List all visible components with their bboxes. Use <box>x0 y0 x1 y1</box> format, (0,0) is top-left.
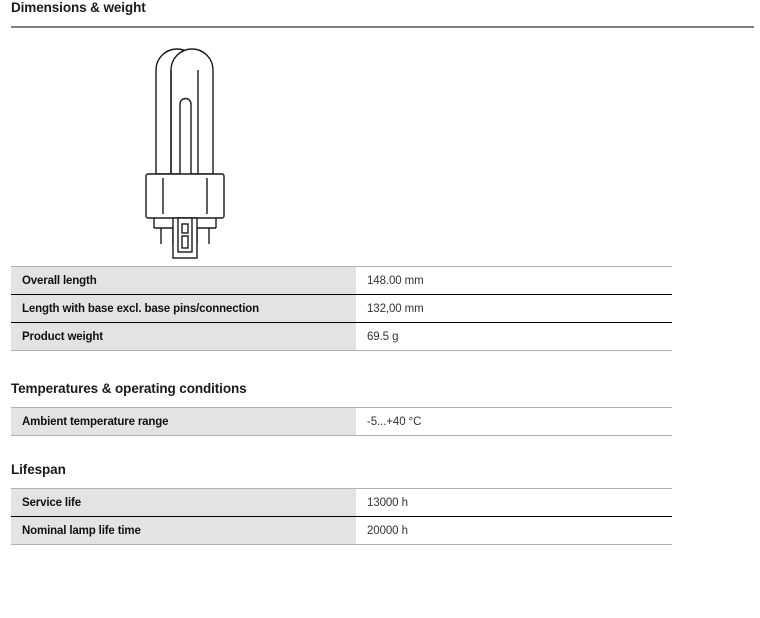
spacer <box>0 477 760 488</box>
row-value: 132,00 mm <box>356 295 672 323</box>
tube-outer-right <box>171 49 213 174</box>
tube-center-divider <box>180 99 191 175</box>
table-row <box>11 267 672 295</box>
row-value: 13000 h <box>356 489 672 517</box>
table-row <box>11 323 672 351</box>
row-label: Product weight <box>11 323 356 351</box>
connector-segment-top <box>182 224 188 233</box>
section-heading-lifespan: Lifespan <box>11 462 66 477</box>
row-label: Overall length <box>11 267 356 295</box>
lamp-diagram <box>0 28 760 266</box>
cfl-lamp-drawing <box>128 42 258 262</box>
spacer <box>0 396 760 407</box>
spacer <box>0 351 760 381</box>
table-row <box>11 489 672 517</box>
table-row <box>11 408 672 436</box>
row-value: 69.5 g <box>356 323 672 351</box>
row-label: Service life <box>11 489 356 517</box>
section-heading-dimensions: Dimensions & weight <box>11 0 146 15</box>
spec-table-dimensions <box>11 266 672 351</box>
row-label: Ambient temperature range <box>11 408 356 436</box>
table-row <box>11 517 672 545</box>
spec-table-lifespan <box>11 488 672 545</box>
row-label: Nominal lamp life time <box>11 517 356 545</box>
spec-table-temperatures <box>11 407 672 436</box>
row-value: -5...+40 °C <box>356 408 672 436</box>
lamp-base-body <box>146 174 224 218</box>
spacer <box>0 436 760 462</box>
row-value: 148.00 mm <box>356 267 672 295</box>
row-value: 20000 h <box>356 517 672 545</box>
row-label: Length with base excl. base pins/connection <box>11 295 356 323</box>
table-row <box>11 295 672 323</box>
connector-segment-bottom <box>182 236 188 248</box>
section-heading-temperatures: Temperatures & operating conditions <box>11 381 247 396</box>
